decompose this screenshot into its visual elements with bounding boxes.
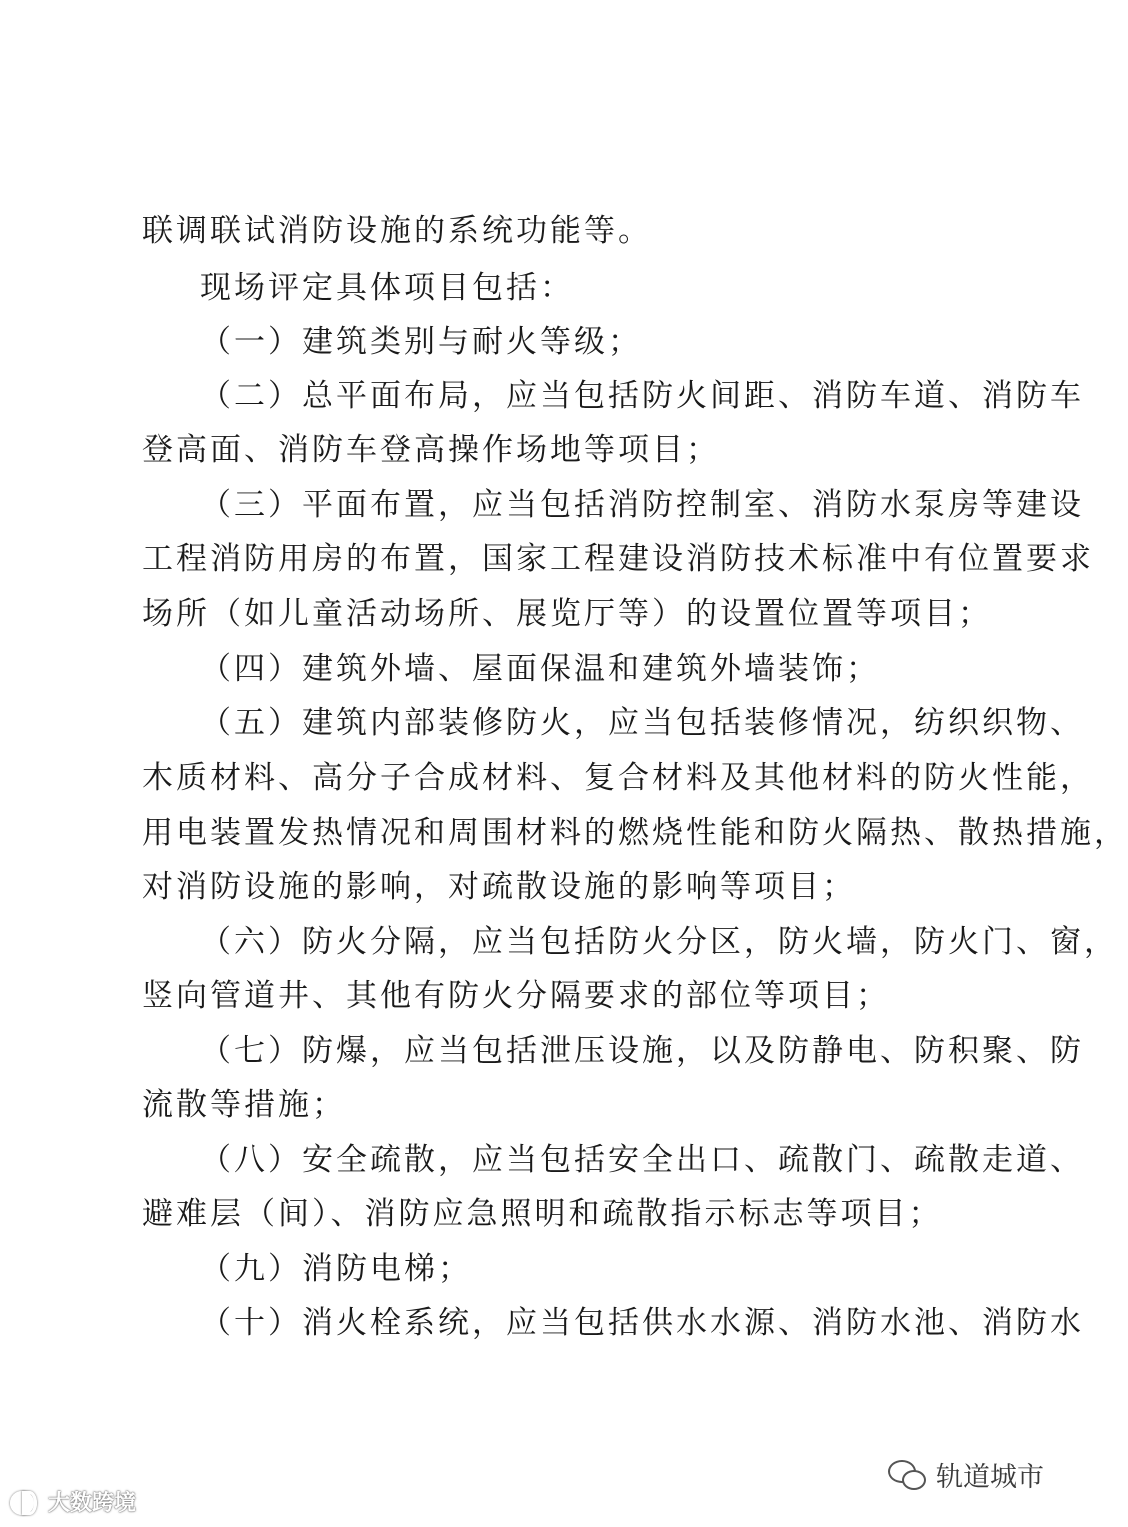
text-line-20: （九）消防电梯； <box>200 1251 472 1287</box>
wechat-icon <box>888 1458 926 1490</box>
watermark-source <box>8 1484 136 1518</box>
text-line-2: 现场评定具体项目包括： <box>200 270 574 306</box>
text-line-15: 竖向管道井、其他有防火分隔要求的部位等项目； <box>142 978 890 1014</box>
watermark-left-text: 大数跨境 <box>48 1490 137 1516</box>
text-line-18: （八）安全疏散，应当包括安全出口、疏散门、疏散走道、 <box>200 1142 1084 1178</box>
text-line-10: （五）建筑内部装修防火，应当包括装修情况，纺织织物、 <box>200 705 1084 741</box>
text-line-14: （六）防火分隔，应当包括防火分区，防火墙，防火门、窗， <box>200 924 1118 960</box>
text-line-19: 避难层（间）、消防应急照明和疏散指示标志等项目； <box>142 1196 943 1232</box>
text-line-7: 工程消防用房的布置，国家工程建设消防技术标准中有位置要求 <box>142 541 1094 577</box>
watermark-wechat <box>888 1454 1044 1494</box>
text-line-3: （一）建筑类别与耐火等级； <box>200 324 642 360</box>
watermark-right-text: 轨道城市 <box>936 1461 1044 1493</box>
watermark-logo-icon <box>8 1487 40 1515</box>
text-line-8: 场所（如儿童活动场所、展览厅等）的设置位置等项目； <box>142 596 992 632</box>
text-line-13: 对消防设施的影响，对疏散设施的影响等项目； <box>142 869 856 905</box>
text-line-4: （二）总平面布局，应当包括防火间距、消防车道、消防车 <box>200 378 1084 414</box>
text-line-9: （四）建筑外墙、屋面保温和建筑外墙装饰； <box>200 651 880 687</box>
text-line-6: （三）平面布置，应当包括消防控制室、消防水泵房等建设 <box>200 487 1084 523</box>
text-line-17: 流散等措施； <box>142 1087 346 1123</box>
text-line-1: 联调联试消防设施的系统功能等。 <box>142 213 652 249</box>
text-line-11: 木质材料、高分子合成材料、复合材料及其他材料的防火性能， <box>142 760 1094 796</box>
text-line-12: 用电装置发热情况和周围材料的燃烧性能和防火隔热、散热措施， <box>142 815 1128 851</box>
text-line-16: （七）防爆，应当包括泄压设施，以及防静电、防积聚、防 <box>200 1033 1084 1069</box>
text-line-21: （十）消火栓系统，应当包括供水水源、消防水池、消防水 <box>200 1305 1084 1341</box>
text-line-5: 登高面、消防车登高操作场地等项目； <box>142 432 720 468</box>
